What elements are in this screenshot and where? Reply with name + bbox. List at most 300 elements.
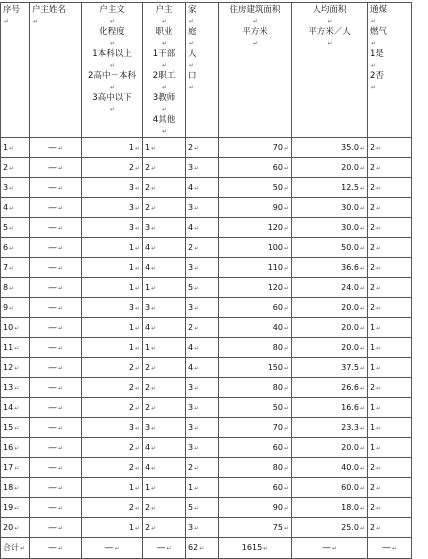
cell-value: 35.0	[341, 142, 359, 152]
cell-education	[82, 178, 143, 198]
table-row	[1, 398, 412, 418]
paragraph-mark-icon: ↵	[134, 224, 140, 232]
paragraph-mark-icon: ↵	[161, 62, 168, 69]
cell-value: 110	[267, 262, 283, 272]
cell-education	[82, 338, 143, 358]
paragraph-mark-icon: ↵	[57, 284, 64, 292]
paragraph-mark-icon: ↵	[194, 284, 200, 292]
cell-value: —	[47, 402, 57, 413]
paragraph-mark-icon: ↵	[194, 164, 200, 172]
cell-occupation	[143, 318, 186, 338]
cell-gas	[368, 438, 412, 458]
cell-value: 1	[128, 282, 134, 292]
header-name	[30, 3, 82, 138]
cell-gas	[368, 498, 412, 518]
paragraph-mark-icon: ↵	[14, 364, 20, 372]
cell-family-size	[186, 258, 219, 278]
cell-value: 18	[3, 482, 14, 492]
cell-family-size	[186, 318, 219, 338]
cell-gas	[368, 378, 412, 398]
cell-name	[30, 318, 82, 338]
cell-value: 2	[128, 402, 134, 412]
paragraph-mark-icon: ↵	[57, 444, 64, 452]
header-line: 1干部 ↵	[145, 49, 183, 71]
cell-value: —	[47, 362, 57, 373]
paragraph-mark-icon: ↵	[376, 464, 382, 472]
cell-value: 1	[128, 342, 134, 352]
table-row	[1, 158, 412, 178]
household-survey-sheet	[0, 2, 412, 559]
cell-value: —	[156, 543, 166, 553]
header-line: 户主 ↵	[145, 5, 183, 27]
paragraph-mark-icon: ↵	[134, 524, 140, 532]
cell-occupation	[143, 298, 186, 318]
cell-value: 23.3	[341, 422, 359, 432]
cell-name	[30, 378, 82, 398]
paragraph-mark-icon: ↵	[252, 40, 259, 47]
cell-area	[219, 278, 292, 298]
cell-gas	[368, 158, 412, 178]
paragraph-mark-icon: ↵	[114, 545, 120, 552]
paragraph-mark-icon: ↵	[283, 464, 289, 472]
cell-value: 60	[272, 302, 283, 312]
paragraph-mark-icon: ↵	[134, 404, 140, 412]
cell-value: —	[47, 162, 57, 173]
cell-name	[30, 478, 82, 498]
cell-no	[1, 478, 30, 498]
paragraph-mark-icon: ↵	[194, 224, 200, 232]
paragraph-mark-icon: ↵	[151, 184, 157, 192]
cell-value: 6	[3, 242, 9, 252]
cell-no	[1, 158, 30, 178]
cell-occupation	[143, 378, 186, 398]
cell-gas	[368, 218, 412, 238]
paragraph-mark-icon: ↵	[14, 384, 20, 392]
cell-education	[82, 498, 143, 518]
header-line: 人均面积 ↵	[294, 5, 365, 27]
paragraph-mark-icon: ↵	[199, 545, 205, 552]
cell-name	[30, 258, 82, 278]
paragraph-mark-icon: ↵	[109, 40, 116, 47]
paragraph-mark-icon: ↵	[134, 464, 140, 472]
paragraph-mark-icon: ↵	[376, 424, 382, 432]
cell-value: 40	[272, 322, 283, 332]
paragraph-mark-icon: ↵	[283, 244, 289, 252]
cell-value: 3	[188, 522, 194, 532]
paragraph-mark-icon: ↵	[57, 164, 64, 172]
paragraph-mark-icon: ↵	[57, 324, 64, 332]
paragraph-mark-icon: ↵	[194, 344, 200, 352]
paragraph-mark-icon: ↵	[134, 344, 140, 352]
cell-value: —	[47, 442, 57, 453]
paragraph-mark-icon: ↵	[109, 84, 116, 91]
cell-value: 9	[3, 302, 9, 312]
cell-gas	[368, 538, 412, 559]
cell-value: 37.5	[341, 362, 359, 372]
paragraph-mark-icon: ↵	[151, 384, 157, 392]
paragraph-mark-icon: ↵	[327, 18, 333, 25]
cell-education	[82, 518, 143, 538]
table-row	[1, 418, 412, 438]
cell-per-capita	[292, 378, 368, 398]
paragraph-mark-icon: ↵	[376, 364, 382, 372]
cell-occupation	[143, 178, 186, 198]
cell-family-size	[186, 218, 219, 238]
cell-value: 4	[188, 362, 194, 372]
paragraph-mark-icon: ↵	[194, 264, 200, 272]
cell-value: 2	[370, 522, 376, 532]
paragraph-mark-icon: ↵	[391, 545, 398, 552]
cell-value: 1	[145, 142, 151, 152]
header-no	[1, 3, 30, 138]
paragraph-mark-icon: ↵	[376, 264, 382, 272]
cell-value: 3	[188, 262, 194, 272]
paragraph-mark-icon: ↵	[359, 324, 365, 332]
cell-name	[30, 518, 82, 538]
cell-value: 20	[3, 522, 14, 532]
table-row	[1, 478, 412, 498]
paragraph-mark-icon: ↵	[57, 224, 64, 232]
cell-value: 30.0	[341, 202, 359, 212]
header-line: 户主文 ↵	[84, 5, 140, 27]
paragraph-mark-icon: ↵	[194, 384, 200, 392]
paragraph-mark-icon: ↵	[283, 204, 289, 212]
cell-per-capita	[292, 458, 368, 478]
paragraph-mark-icon: ↵	[134, 164, 140, 172]
paragraph-mark-icon: ↵	[109, 106, 116, 113]
cell-value: 1615	[241, 543, 263, 552]
cell-area	[219, 318, 292, 338]
paragraph-mark-icon: ↵	[359, 184, 365, 192]
cell-value: 19	[3, 502, 14, 512]
cell-education	[82, 218, 143, 238]
cell-value: 5	[3, 222, 9, 232]
paragraph-mark-icon: ↵	[283, 324, 289, 332]
cell-name	[30, 458, 82, 478]
cell-family-size	[186, 498, 219, 518]
paragraph-mark-icon: ↵	[194, 364, 200, 372]
paragraph-mark-icon: ↵	[9, 244, 15, 252]
paragraph-mark-icon: ↵	[57, 364, 64, 372]
cell-value: 60	[272, 482, 283, 492]
cell-education	[82, 238, 143, 258]
cell-value: —	[47, 462, 57, 473]
cell-value: 20.0	[341, 342, 359, 352]
paragraph-mark-icon: ↵	[359, 344, 365, 352]
cell-education	[82, 198, 143, 218]
cell-value: 7	[3, 262, 9, 272]
cell-per-capita	[292, 138, 368, 158]
paragraph-mark-icon: ↵	[9, 224, 15, 232]
cell-gas	[368, 418, 412, 438]
paragraph-mark-icon: ↵	[189, 18, 195, 25]
cell-name	[30, 498, 82, 518]
cell-value: —	[47, 502, 57, 513]
cell-value: —	[47, 543, 57, 553]
cell-occupation	[143, 538, 186, 559]
cell-area	[219, 418, 292, 438]
cell-value: —	[381, 543, 391, 553]
paragraph-mark-icon: ↵	[194, 424, 200, 432]
cell-family-size	[186, 338, 219, 358]
paragraph-mark-icon: ↵	[134, 424, 140, 432]
cell-family-size	[186, 478, 219, 498]
cell-occupation	[143, 278, 186, 298]
table-row	[1, 498, 412, 518]
cell-gas	[368, 298, 412, 318]
paragraph-mark-icon: ↵	[376, 484, 382, 492]
paragraph-mark-icon: ↵	[151, 484, 157, 492]
paragraph-mark-icon: ↵	[283, 144, 289, 152]
header-line: 人 ↵	[188, 49, 216, 71]
paragraph-mark-icon: ↵	[283, 344, 289, 352]
paragraph-mark-icon: ↵	[161, 84, 168, 91]
cell-per-capita	[292, 178, 368, 198]
cell-value: —	[321, 543, 331, 553]
cell-value: 3	[188, 382, 194, 392]
paragraph-mark-icon: ↵	[134, 204, 140, 212]
cell-value: —	[47, 422, 57, 433]
paragraph-mark-icon: ↵	[376, 204, 382, 212]
paragraph-mark-icon: ↵	[14, 444, 20, 452]
paragraph-mark-icon: ↵	[57, 424, 64, 432]
paragraph-mark-icon: ↵	[263, 545, 269, 552]
paragraph-mark-icon: ↵	[161, 40, 168, 47]
paragraph-mark-icon: ↵	[189, 84, 195, 91]
table-body	[1, 138, 412, 559]
cell-name	[30, 438, 82, 458]
header-line: 化程度 ↵	[84, 27, 140, 49]
cell-value: 3	[188, 422, 194, 432]
header-line: 2职工 ↵	[145, 71, 183, 93]
table-row	[1, 258, 412, 278]
cell-occupation	[143, 138, 186, 158]
cell-value: 2	[370, 382, 376, 392]
cell-value: 3	[128, 222, 134, 232]
cell-value: 1	[3, 142, 9, 152]
cell-value: 2	[145, 162, 151, 172]
cell-value: 3	[188, 162, 194, 172]
cell-value: 4	[145, 462, 151, 472]
table-header	[1, 3, 412, 138]
cell-area	[219, 158, 292, 178]
header-line: 序号 ↵	[3, 5, 27, 27]
paragraph-mark-icon: ↵	[151, 444, 157, 452]
cell-area	[219, 438, 292, 458]
cell-value: 36.6	[341, 262, 359, 272]
cell-family-size	[186, 378, 219, 398]
paragraph-mark-icon: ↵	[194, 504, 200, 512]
cell-value: 1	[128, 482, 134, 492]
header-line: 户主姓名 ↵	[32, 5, 79, 27]
cell-value: 合计	[3, 543, 19, 552]
cell-area	[219, 478, 292, 498]
cell-value: 2	[370, 462, 376, 472]
header-line: 住房建筑面积 ↵	[221, 5, 289, 27]
cell-occupation	[143, 398, 186, 418]
cell-value: 15	[3, 422, 14, 432]
paragraph-mark-icon: ↵	[134, 324, 140, 332]
table-row	[1, 378, 412, 398]
paragraph-mark-icon: ↵	[151, 464, 157, 472]
cell-value: 2	[128, 442, 134, 452]
header-line: 1是 ↵	[370, 49, 409, 71]
cell-value: 2	[128, 382, 134, 392]
paragraph-mark-icon: ↵	[4, 18, 10, 25]
cell-value: 1	[128, 262, 134, 272]
cell-family-size	[186, 518, 219, 538]
table-row	[1, 358, 412, 378]
paragraph-mark-icon: ↵	[327, 40, 333, 47]
paragraph-mark-icon: ↵	[134, 244, 140, 252]
cell-occupation	[143, 458, 186, 478]
paragraph-mark-icon: ↵	[376, 444, 382, 452]
paragraph-mark-icon: ↵	[151, 224, 157, 232]
cell-occupation	[143, 238, 186, 258]
paragraph-mark-icon: ↵	[57, 184, 64, 192]
paragraph-mark-icon: ↵	[9, 144, 15, 152]
header-line: 2高中－本科 ↵	[84, 71, 140, 93]
paragraph-mark-icon: ↵	[376, 504, 382, 512]
cell-no	[1, 438, 30, 458]
cell-education	[82, 258, 143, 278]
cell-occupation	[143, 338, 186, 358]
cell-value: —	[47, 222, 57, 233]
cell-area	[219, 138, 292, 158]
cell-value: 3	[145, 302, 151, 312]
cell-name	[30, 198, 82, 218]
paragraph-mark-icon: ↵	[57, 504, 64, 512]
paragraph-mark-icon: ↵	[376, 304, 382, 312]
cell-area	[219, 198, 292, 218]
cell-value: 30.0	[341, 222, 359, 232]
cell-value: —	[47, 202, 57, 213]
cell-per-capita	[292, 498, 368, 518]
paragraph-mark-icon: ↵	[57, 404, 64, 412]
cell-value: —	[47, 382, 57, 393]
paragraph-mark-icon: ↵	[134, 504, 140, 512]
cell-gas	[368, 478, 412, 498]
cell-no	[1, 498, 30, 518]
cell-gas	[368, 518, 412, 538]
paragraph-mark-icon: ↵	[109, 62, 116, 69]
cell-name	[30, 398, 82, 418]
cell-name	[30, 358, 82, 378]
cell-occupation	[143, 438, 186, 458]
cell-name	[30, 238, 82, 258]
cell-value: 20.0	[341, 302, 359, 312]
paragraph-mark-icon: ↵	[376, 404, 382, 412]
cell-value: 13	[3, 382, 14, 392]
cell-value: 3	[128, 182, 134, 192]
cell-family-size	[186, 298, 219, 318]
cell-value: 120	[267, 222, 283, 232]
paragraph-mark-icon: ↵	[9, 164, 15, 172]
paragraph-mark-icon: ↵	[151, 344, 157, 352]
cell-value: 4	[188, 222, 194, 232]
paragraph-mark-icon: ↵	[359, 264, 365, 272]
paragraph-mark-icon: ↵	[194, 444, 200, 452]
cell-value: 1	[370, 402, 376, 412]
cell-per-capita	[292, 258, 368, 278]
cell-value: 2	[3, 162, 9, 172]
cell-value: 20.0	[341, 442, 359, 452]
cell-no	[1, 178, 30, 198]
cell-no	[1, 198, 30, 218]
cell-value: 5	[188, 502, 194, 512]
cell-no	[1, 378, 30, 398]
cell-per-capita	[292, 158, 368, 178]
cell-no	[1, 418, 30, 438]
cell-value: 24.0	[341, 282, 359, 292]
header-line: 2否 ↵	[370, 71, 409, 93]
cell-value: 70	[272, 422, 283, 432]
cell-value: 2	[145, 202, 151, 212]
cell-education	[82, 298, 143, 318]
paragraph-mark-icon: ↵	[134, 284, 140, 292]
paragraph-mark-icon: ↵	[151, 504, 157, 512]
paragraph-mark-icon: ↵	[376, 384, 382, 392]
cell-value: 1	[128, 522, 134, 532]
cell-value: 3	[145, 422, 151, 432]
paragraph-mark-icon: ↵	[57, 384, 64, 392]
paragraph-mark-icon: ↵	[371, 40, 377, 47]
household-table	[0, 2, 412, 559]
header-line: 平方米 ↵	[221, 27, 289, 49]
paragraph-mark-icon: ↵	[14, 404, 20, 412]
cell-value: 2	[370, 262, 376, 272]
cell-value: 16.6	[341, 402, 359, 412]
paragraph-mark-icon: ↵	[9, 264, 15, 272]
paragraph-mark-icon: ↵	[9, 204, 15, 212]
header-line: 3教师 ↵	[145, 93, 183, 115]
cell-education	[82, 438, 143, 458]
table-row	[1, 238, 412, 258]
header-row	[1, 3, 412, 138]
paragraph-mark-icon: ↵	[359, 204, 365, 212]
cell-value: 2	[370, 142, 376, 152]
paragraph-mark-icon: ↵	[57, 304, 64, 312]
cell-per-capita	[292, 238, 368, 258]
total-row	[1, 538, 412, 559]
paragraph-mark-icon: ↵	[359, 244, 365, 252]
cell-value: 4	[145, 242, 151, 252]
cell-per-capita	[292, 278, 368, 298]
cell-gas	[368, 178, 412, 198]
cell-occupation	[143, 198, 186, 218]
paragraph-mark-icon: ↵	[194, 484, 200, 492]
paragraph-mark-icon: ↵	[359, 144, 365, 152]
paragraph-mark-icon: ↵	[283, 364, 289, 372]
paragraph-mark-icon: ↵	[359, 484, 365, 492]
paragraph-mark-icon: ↵	[194, 324, 200, 332]
cell-value: 40.0	[341, 462, 359, 472]
cell-value: 3	[188, 202, 194, 212]
cell-area	[219, 378, 292, 398]
cell-per-capita	[292, 358, 368, 378]
paragraph-mark-icon: ↵	[376, 224, 382, 232]
paragraph-mark-icon: ↵	[376, 144, 382, 152]
paragraph-mark-icon: ↵	[376, 284, 382, 292]
cell-value: 3	[128, 202, 134, 212]
cell-family-size	[186, 158, 219, 178]
header-gas	[368, 3, 412, 138]
cell-value: 2	[145, 522, 151, 532]
cell-value: —	[47, 142, 57, 153]
paragraph-mark-icon: ↵	[376, 344, 382, 352]
cell-value: 2	[370, 182, 376, 192]
cell-value: 2	[145, 382, 151, 392]
